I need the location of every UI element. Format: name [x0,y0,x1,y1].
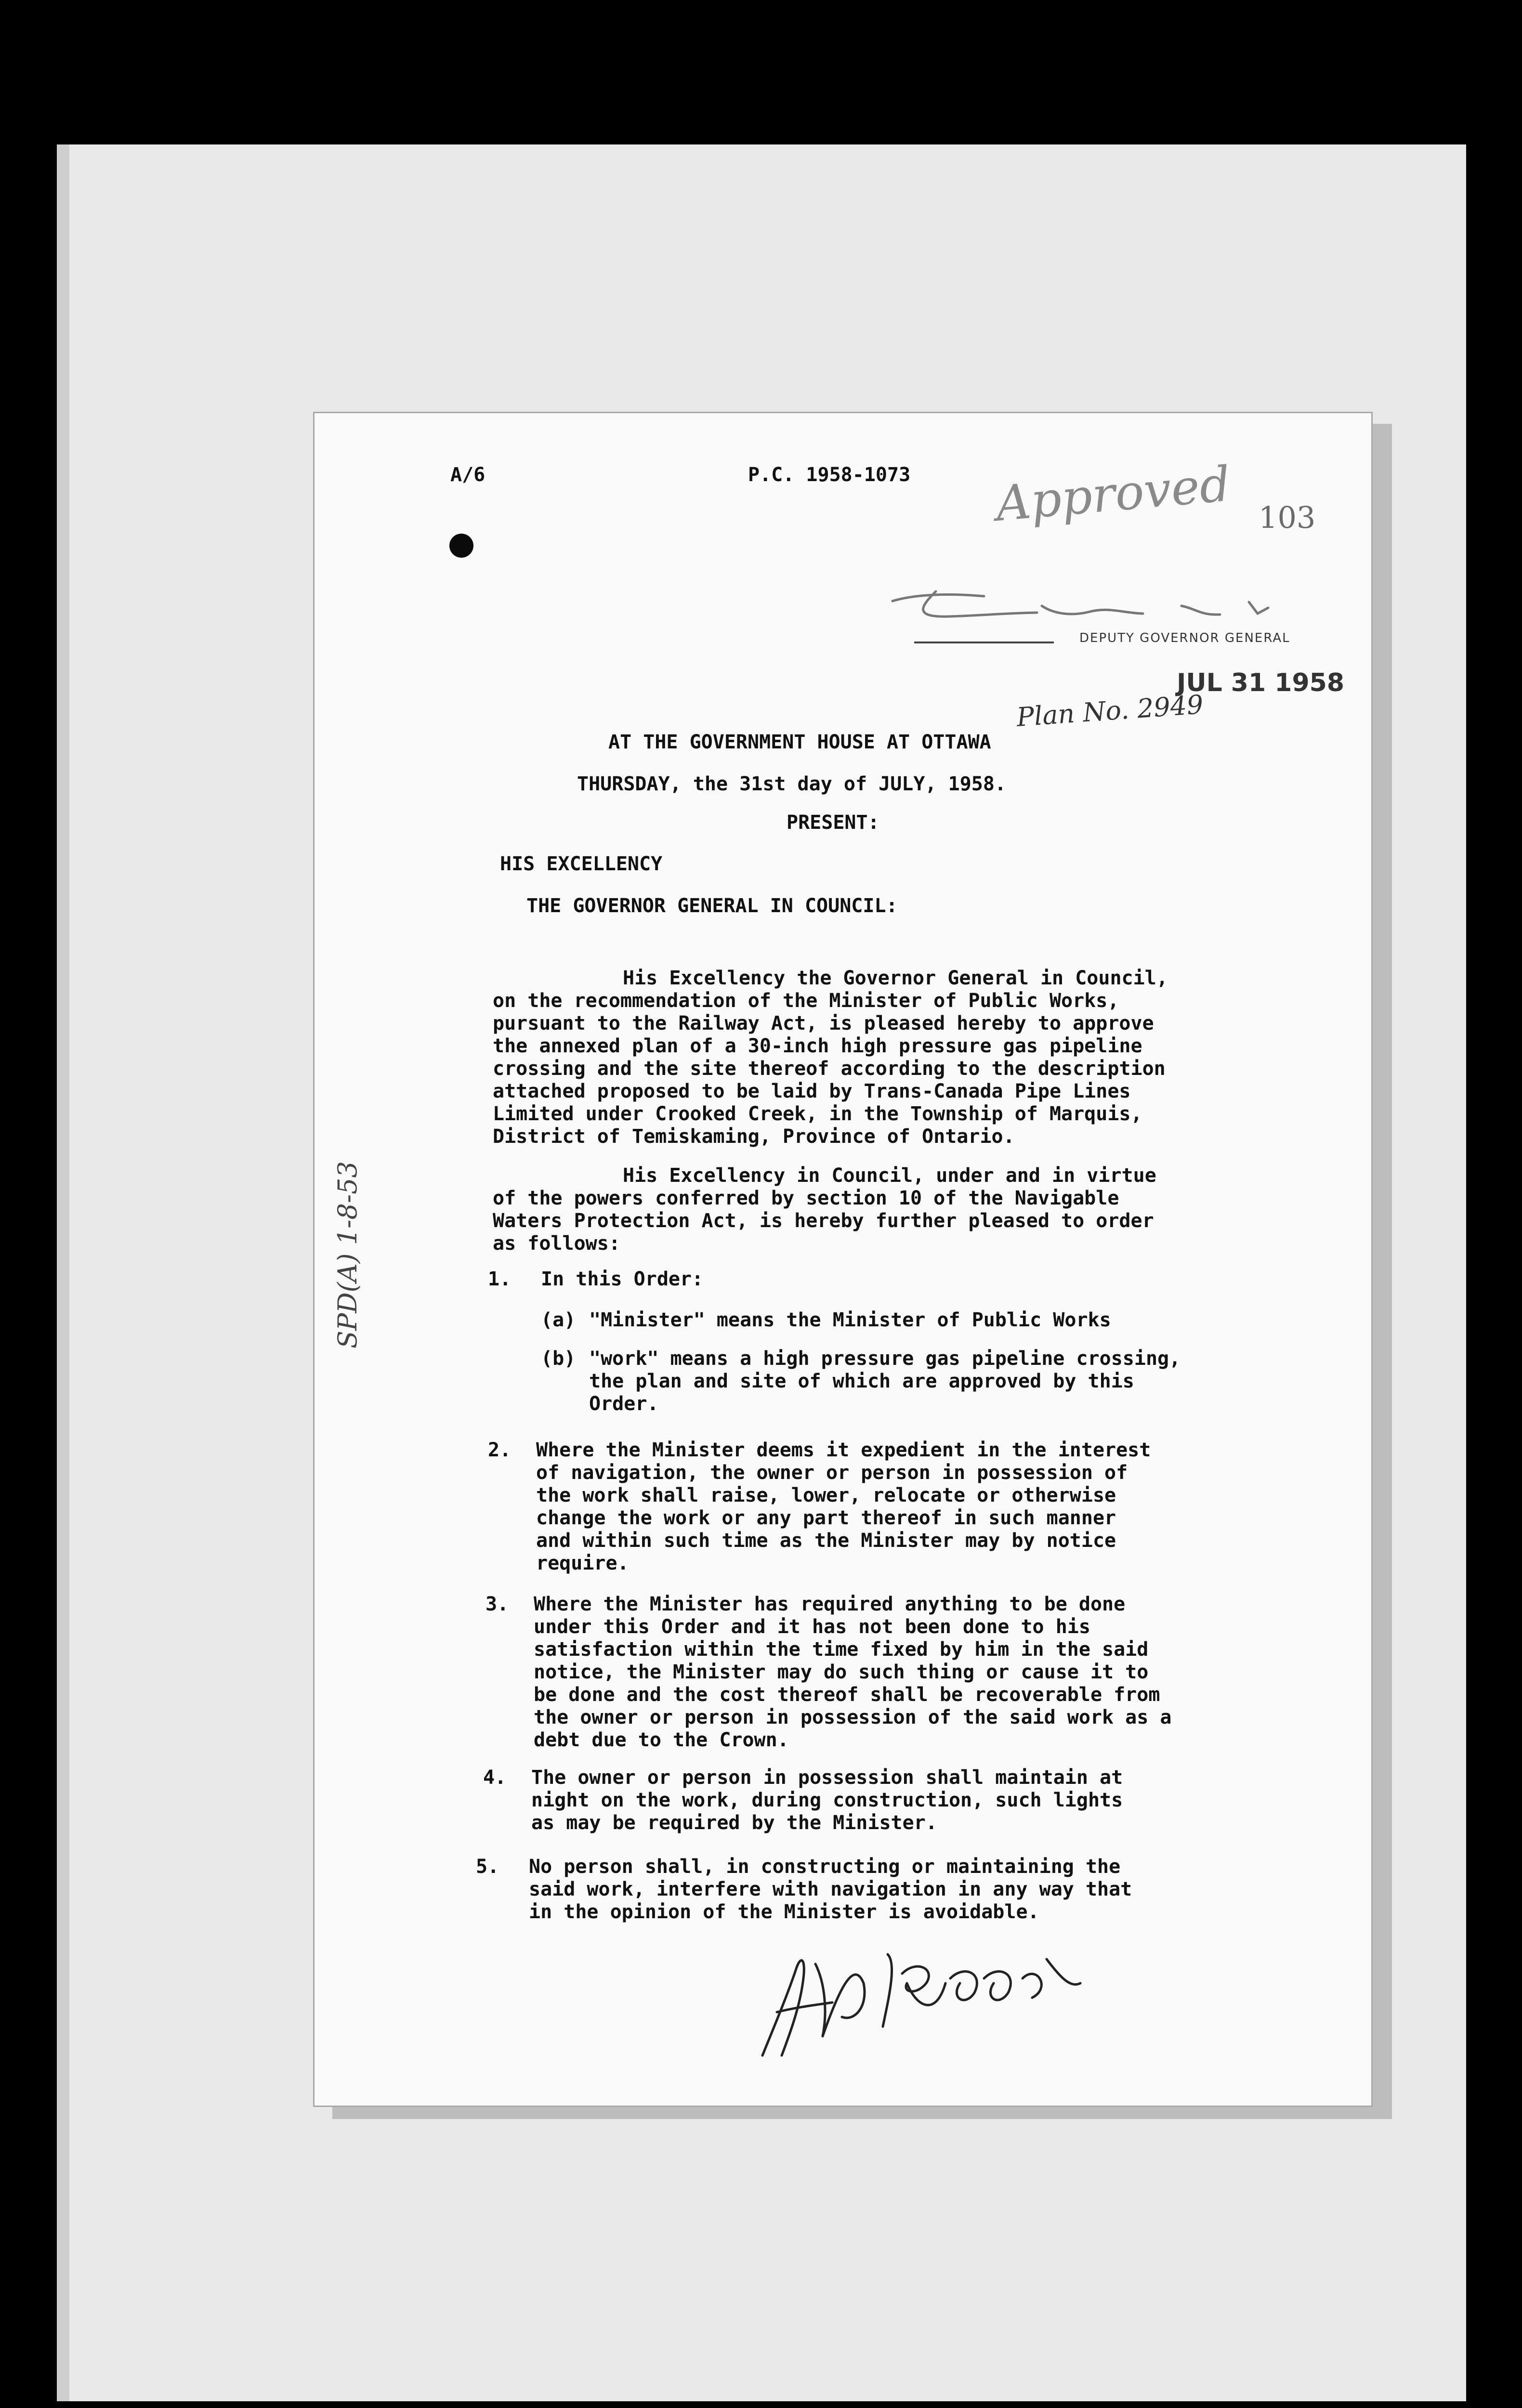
paragraph-line: His Excellency the Governor General in Council, [623,967,1168,989]
file-reference: A/6 [450,464,485,486]
item-line: as may be required by the Minister. [531,1812,937,1834]
margin-annotation: SPD(A) 1-8-53 [332,1161,363,1348]
item-line: In this Order: [541,1268,704,1290]
item-line: Where the Minister deems it expedient in the interest [536,1439,1151,1461]
page-number-stamp: 103 [1259,500,1316,535]
sub-item-b-text [589,1348,1181,1415]
item-line: be done and the cost thereof shall be recoverable from [534,1684,1160,1706]
governor-general-heading: THE GOVERNOR GENERAL IN COUNCIL: [526,895,898,917]
item-line: and within such time as the Minister may by notice [536,1530,1116,1552]
paragraph-line: His Excellency in Council, under and in virtue [623,1165,1156,1187]
order-number: P.C. 1958-1073 [748,464,911,486]
item-line: in the opinion of the Minister is avoidable. [529,1901,1039,1923]
location-heading: AT THE GOVERNMENT HOUSE AT OTTAWA [608,731,991,753]
sub-item-line: "Minister" means the Minister of Public Works [589,1309,1111,1331]
item-line: under this Order and it has not been done to his [534,1616,1090,1638]
date-line: THURSDAY, the 31st day of JULY, 1958. [577,773,1007,795]
sub-item-a-text [589,1309,1111,1332]
sub-item-line: Order. [589,1393,659,1415]
paragraph-line: on the recommendation of the Minister of Public Works, [493,990,1119,1012]
item-line: notice, the Minister may do such thing or cause it to [534,1661,1149,1683]
paragraph-line: the annexed plan of a 30-inch high pressure gas pipeline [493,1035,1142,1057]
paragraph-line: pursuant to the Railway Act, is pleased hereby to approve [493,1012,1154,1034]
present-heading: PRESENT: [787,811,879,834]
powers-paragraph [493,1165,1273,1255]
item-line: the owner or person in possession of the said work as a [534,1706,1172,1728]
paragraph-line: District of Temiskaming, Province of Ontario. [493,1125,1015,1148]
document-page [313,412,1373,2107]
paragraph-line: attached proposed to be laid by Trans-Canada Pipe Lines [493,1080,1131,1102]
item-number: 1. [488,1268,512,1290]
item-line: Where the Minister has required anything to be done [534,1593,1126,1615]
approved-annotation: Approved [993,455,1233,532]
item-line: change the work or any part thereof in such manner [536,1507,1116,1529]
sub-item-label: (b) [541,1348,576,1370]
item-2-text [536,1439,1151,1575]
item-3-text [534,1593,1172,1752]
item-line: No person shall, in constructing or maintaining the [529,1856,1121,1878]
his-excellency-heading: HIS EXCELLENCY [500,853,663,875]
item-number: 3. [485,1593,509,1615]
item-line: the work shall raise, lower, relocate or otherwise [536,1484,1116,1506]
sub-item-label: (a) [541,1309,576,1331]
frame-edge [57,144,69,2401]
item-number: 4. [483,1767,507,1789]
item-line: of navigation, the owner or person in possession of [536,1462,1128,1484]
sub-item-line: the plan and site of which are approved by this [589,1370,1134,1392]
item-number: 2. [488,1439,512,1461]
date-stamp: JUL 31 1958 [1177,668,1345,697]
paragraph-line: crossing and the site thereof according to the description [493,1058,1166,1080]
recommendation-paragraph [493,967,1273,1148]
item-number: 5. [476,1856,499,1878]
paragraph-line: as follows: [493,1232,620,1255]
deputy-governor-label: DEPUTY GOVERNOR GENERAL [1079,631,1290,645]
punch-hole [449,534,473,558]
item-line: debt due to the Crown. [534,1729,789,1751]
signature-line [914,641,1054,643]
item-1-text [541,1268,703,1291]
paragraph-line: Limited under Crooked Creek, in the Township of Marquis, [493,1103,1142,1125]
item-line: The owner or person in possession shall maintain at [531,1767,1123,1789]
plan-number-note: Plan No. 2949 [1015,689,1205,733]
clerk-signature [743,1911,1090,2065]
item-line: satisfaction within the time fixed by him in the said [534,1638,1149,1661]
deputy-governor-signature [883,572,1316,630]
paragraph-line: Waters Protection Act, is hereby further pleased to order [493,1210,1154,1232]
item-line: said work, interfere with navigation in any way that [529,1878,1132,1900]
paragraph-line: of the powers conferred by section 10 of the Navigable [493,1187,1119,1209]
sub-item-line: "work" means a high pressure gas pipeline crossing, [589,1348,1181,1370]
item-line: require. [536,1552,629,1574]
item-4-text [531,1767,1123,1834]
item-line: night on the work, during construction, such lights [531,1789,1123,1811]
